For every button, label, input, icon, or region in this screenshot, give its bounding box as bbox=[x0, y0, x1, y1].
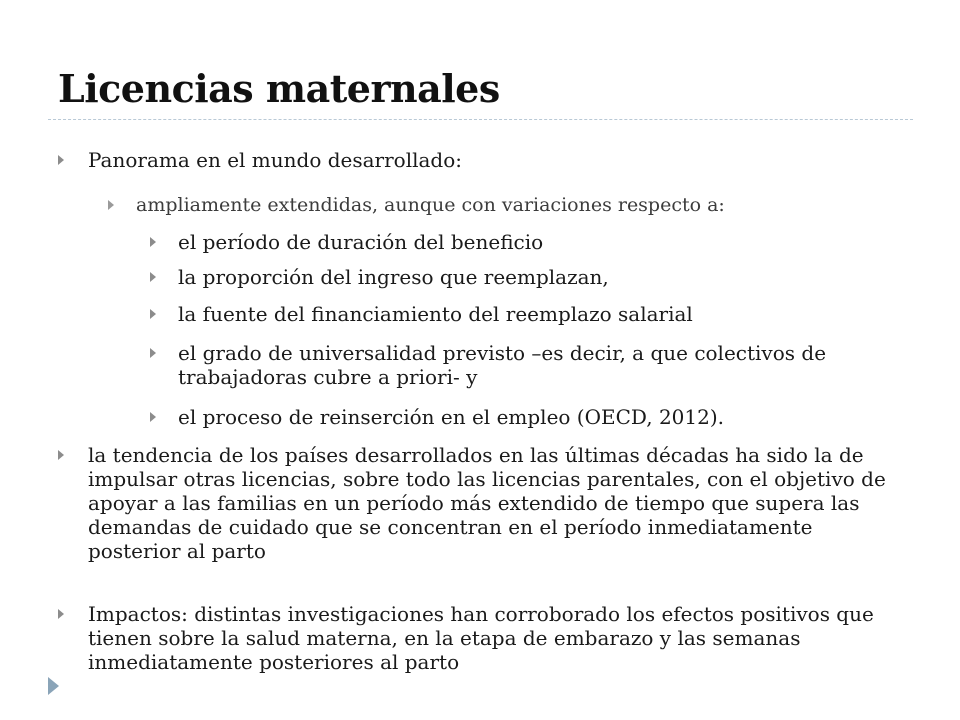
bullet-item bbox=[150, 341, 910, 389]
bullet-item bbox=[58, 602, 908, 674]
bullet-arrow-icon bbox=[58, 155, 64, 165]
bullet-arrow-icon bbox=[150, 237, 156, 247]
bullet-text: la proporción del ingreso que reemplazan, bbox=[178, 265, 609, 289]
bullet-item bbox=[150, 405, 910, 429]
bullet-item bbox=[108, 193, 908, 217]
bullet-text: el proceso de reinserción en el empleo (OECD, 2012). bbox=[178, 405, 724, 429]
bullet-text: la fuente del financiamiento del reemplazo salarial bbox=[178, 302, 693, 326]
title-divider bbox=[48, 119, 913, 120]
bullet-text: Panorama en el mundo desarrollado: bbox=[88, 148, 463, 172]
bullet-arrow-icon bbox=[58, 450, 64, 460]
bullet-item bbox=[150, 230, 910, 254]
bullet-item bbox=[150, 265, 910, 289]
bullet-text: Impactos: distintas investigaciones han corroborado los efectos positivos que tienen sobre la salud materna, en la etapa de embarazo y las semanas inmediatamente posteriores al parto bbox=[88, 602, 874, 674]
bullet-item bbox=[58, 148, 908, 172]
bullet-arrow-icon bbox=[150, 412, 156, 422]
corner-arrow-icon bbox=[48, 677, 59, 695]
bullet-arrow-icon bbox=[108, 200, 114, 210]
bullet-text: el grado de universalidad previsto –es decir, a que colectivos de trabajadoras cubre a priori- y bbox=[178, 341, 827, 389]
bullet-item bbox=[58, 443, 908, 563]
bullet-arrow-icon bbox=[150, 309, 156, 319]
bullet-text: ampliamente extendidas, aunque con variaciones respecto a: bbox=[136, 194, 725, 216]
bullet-arrow-icon bbox=[58, 609, 64, 619]
bullet-text: la tendencia de los países desarrollados en las últimas décadas ha sido la de impulsar otras licencias, sobre todo las licencias parentales, con el objetivo de apoyar a las familias en un período más extendido de tiempo que supera las demandas de cuidado que se concentran en el período inmediatamente posterior al parto bbox=[88, 443, 886, 563]
bullet-arrow-icon bbox=[150, 348, 156, 358]
bullet-item bbox=[150, 302, 910, 326]
bullet-text: el período de duración del beneficio bbox=[178, 230, 544, 254]
bullet-arrow-icon bbox=[150, 272, 156, 282]
slide-title: Licencias maternales bbox=[58, 66, 500, 111]
